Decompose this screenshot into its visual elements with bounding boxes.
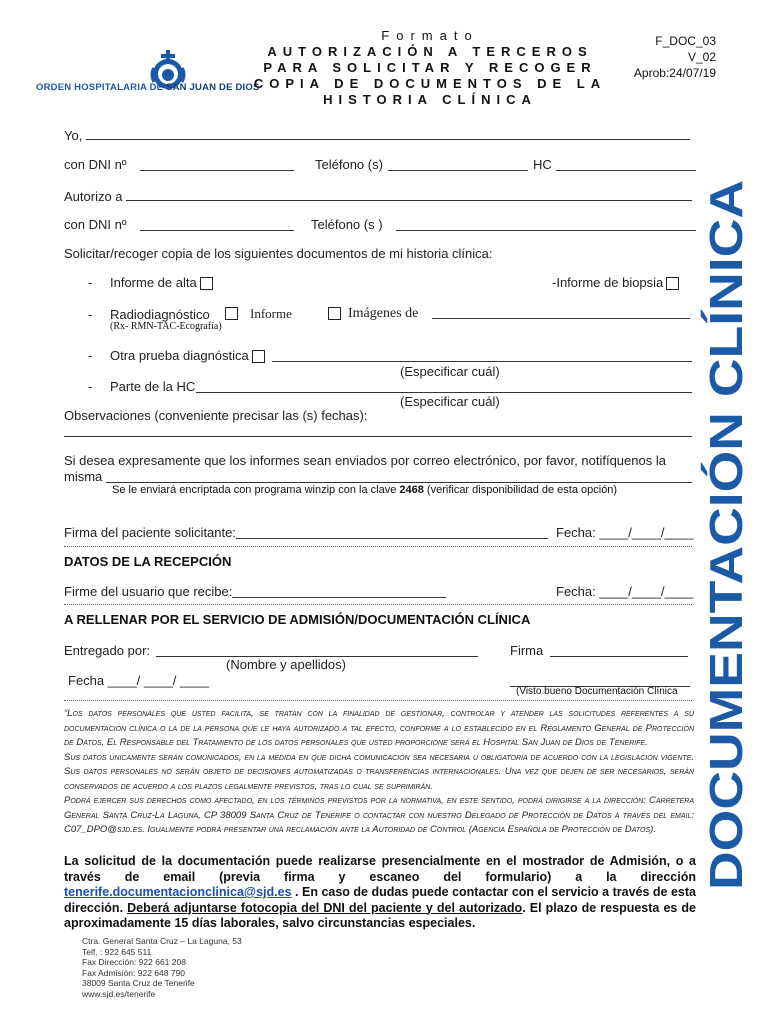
telefono-label-2: Teléfono (s ) xyxy=(311,217,383,232)
website-link[interactable]: www.sjd.es/tenerife xyxy=(82,988,156,999)
documentation-email-link[interactable]: tenerife.documentacionclinica@sjd.es xyxy=(64,885,292,899)
divider xyxy=(64,604,692,605)
divider xyxy=(64,546,692,547)
radiodiagnostico-checkbox[interactable] xyxy=(225,307,238,320)
informe-label: Informe xyxy=(250,306,292,321)
informe-biopsia-option: -Informe de biopsia xyxy=(552,275,679,290)
telefono-field-2[interactable] xyxy=(396,218,696,231)
dni-line-2: con DNI nº xyxy=(64,217,127,232)
yo-field[interactable] xyxy=(86,127,690,140)
otra-prueba-field[interactable] xyxy=(272,349,692,362)
solicitar-text: Solicitar/recoger copia de los siguientes documentos de mi historia clínica: xyxy=(64,246,493,261)
fecha-paciente[interactable]: Fecha: ____/____/____ xyxy=(556,525,694,540)
dash: - xyxy=(88,275,93,290)
document-reference: F_DOC_03 V_02 Aprob:24/07/19 xyxy=(633,34,716,80)
autorizo-line: Autorizo a xyxy=(64,188,692,204)
dash: - xyxy=(88,379,93,394)
hc-label: HC xyxy=(533,157,552,172)
otra-prueba-checkbox[interactable] xyxy=(252,350,265,363)
imagenes-label: Imágenes de xyxy=(348,306,419,321)
otra-prueba-option: Otra prueba diagnóstica xyxy=(110,348,265,363)
footer-address: Ctra. General Santa Cruz – La Laguna, 53 Telf. : 922 645 511 Fax Dirección: 922 661 208 Fax Admisión: 922 648 790 38009 Santa Cruz de Tenerife www.sjd.es/tenerife xyxy=(82,936,242,999)
parte-hc-option: Parte de la HC xyxy=(110,379,196,394)
imagenes-checkbox[interactable] xyxy=(328,307,341,320)
entregado-field[interactable] xyxy=(156,644,478,657)
imagenes-field[interactable] xyxy=(432,306,690,319)
dni-field-2[interactable] xyxy=(140,218,294,231)
reception-section-title: DATOS DE LA RECEPCIÓN xyxy=(64,554,232,569)
firma-paciente-field[interactable] xyxy=(236,526,548,539)
telefono-field-1[interactable] xyxy=(388,158,528,171)
email-request-text-2: misma xyxy=(64,469,103,484)
dni-field-1[interactable] xyxy=(140,158,294,171)
parte-hc-field[interactable] xyxy=(196,380,692,393)
yo-line: Yo, xyxy=(64,127,690,143)
especificar-hint-2: (Especificar cuál) xyxy=(400,394,500,409)
especificar-hint-1: (Especificar cuál) xyxy=(400,364,500,379)
dni-line-1: con DNI nº xyxy=(64,157,127,172)
privacy-notice: “Los datos personales que usted facilita, se tratan con la finalidad de gestionar, controlar y atender las solicitudes referentes a su documentación clínica o la de la persona que le haya autorizado a tal efecto, conforme a lo establecido en el Reglamento General de Protección de Datos. El Responsable del Tratamiento de los datos personales que usted proporcione será el Hospital San Juan de Dios de Tenerife. Sus datos únicamente serán comunicados, en la medida en que dicha comunicación sea necesaria u obligatoria de acuerdo con la legislación vigente. Sus datos personales no serán objeto de decisiones automatizadas o transferencias internacionales. Una vez que dejen de ser necesarios, serán conservados de acuerdo a los plazos legalmente previstos, tras lo cual se suprimirán. Podrá ejercer sus derechos como afectado, en los términos previstos por la normativa, en este sentido, podrá dirigirse a la dirección: Carretera General Santa Cruz-La Laguna, CP 38009 Santa Cruz de Tenerife o contactar con nuestro Delegado de Protección de Datos a través del email: C07_DPO@sjd.es. Igualmente podrá presentar una reclamación ante la Autoridad de Control (Agencia Española de Protección de Datos). xyxy=(64,708,694,835)
informe-alta-checkbox[interactable] xyxy=(200,277,213,290)
radiodiagnostico-option: Radiodiagnóstico xyxy=(110,307,210,322)
firma-label: Firma xyxy=(510,643,544,658)
observaciones-field[interactable] xyxy=(64,424,692,437)
svg-text:DOCUMENTACIÓN CLÍNICA: DOCUMENTACIÓN CLÍNICA xyxy=(700,280,752,890)
telefono-label-1: Teléfono (s) xyxy=(315,157,383,172)
vertical-section-label xyxy=(700,176,752,894)
form-title: Formato AUTORIZACIÓN A TERCEROS PARA SOLICITAR Y RECOGER COPIA DE DOCUMENTOS DE LA HISTORIA CLÍNICA xyxy=(253,28,607,107)
fecha-admision[interactable]: Fecha ____/ ____/ ____ xyxy=(68,673,209,688)
email-field[interactable] xyxy=(106,470,692,483)
observaciones-label: Observaciones (conveniente precisar las (s) fechas): xyxy=(64,408,368,423)
informe-biopsia-checkbox[interactable] xyxy=(666,277,679,290)
firma-admision-field[interactable] xyxy=(550,644,688,657)
submission-instructions: La solicitud de la documentación puede realizarse presencialmente en el mostrador de Admisión, o a través de email (previa firma y escaneo del formulario) a la dirección tenerife.documentacionclinica@sjd.es . En caso de dudas puede contactar con el servicio a través de esta dirección. Deberá adjuntarse fotocopia del DNI del paciente y del autorizado. El plazo de respuesta es de aproximadamente 15 días laborales, salvo circunstancias especiales. xyxy=(64,854,697,930)
firma-usuario-field[interactable] xyxy=(232,585,446,598)
entregado-label: Entregado por: xyxy=(64,643,151,658)
email-request-text: Si desea expresamente que los informes sean enviados por correo electrónico, por favor, notifíquenos la xyxy=(64,453,666,468)
firma-usuario-label: Firme del usuario que recibe: xyxy=(64,584,233,599)
autorizo-field[interactable] xyxy=(126,188,692,201)
hc-field[interactable] xyxy=(556,158,696,171)
organization-logo-text: ORDEN HOSPITALARIA DE SAN JUAN DE DIOS xyxy=(36,82,260,93)
encryption-note: Se le enviará encriptada con programa winzip con la clave 2468 (verificar disponibilidad de esta opción) xyxy=(112,484,618,496)
dash: - xyxy=(88,348,93,363)
rx-note: (Rx- RMN-TAC-Ecografía) xyxy=(110,321,222,332)
informe-alta-option: Informe de alta xyxy=(110,275,213,290)
firma-paciente-label: Firma del paciente solicitante: xyxy=(64,525,236,540)
nombre-hint: (Nombre y apellidos) xyxy=(226,657,346,672)
visto-bueno-label: (Visto bueno Documentación Clínica xyxy=(516,686,678,697)
fecha-recepcion[interactable]: Fecha: ____/____/____ xyxy=(556,584,694,599)
admission-section-title: A RELLENAR POR EL SERVICIO DE ADMISIÓN/DOCUMENTACIÓN CLÍNICA xyxy=(64,612,531,627)
divider xyxy=(64,700,692,701)
dash: - xyxy=(88,307,93,322)
